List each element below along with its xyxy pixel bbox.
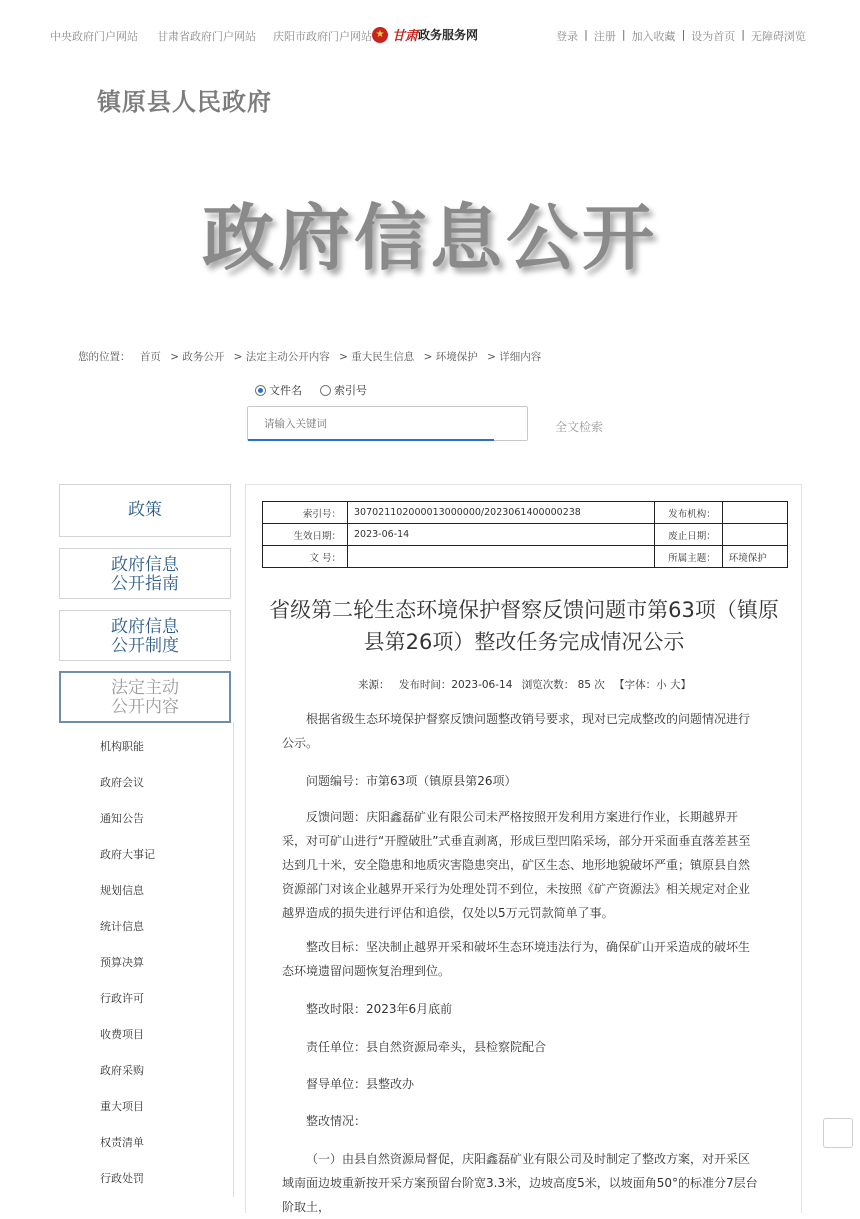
- font-size-control[interactable]: 【字体：小 大】: [614, 679, 691, 691]
- login-link[interactable]: 登录: [556, 30, 579, 43]
- sidebar-box-guide[interactable]: [59, 548, 231, 599]
- index-value: 307021102000013000000/2023061400000238: [348, 502, 655, 524]
- hero-title: 政府信息公开: [201, 196, 658, 280]
- view-count: 浏览次数： 85 次: [521, 679, 605, 691]
- article-paragraph: 整改目标：坚决制止越界开采和破坏生态环境违法行为，确保矿山开采造成的破坏生态环境遗留问题恢复治理到位。: [282, 940, 751, 978]
- article-paragraph: （一）由县自然资源局督促，庆阳鑫磊矿业有限公司及时制定了整改方案，对开采区域南面边坡重新按开采方案预留台阶宽3.3米，边坡高度5米，以坡面角50°的标准分7层台阶取土，: [282, 1152, 758, 1214]
- article-title: 省级第二轮生态环境保护督察反馈问题市第63项（镇原县第26项）整改任务完成情况公示: [269, 598, 779, 654]
- gansu-logo: 甘肃: [392, 29, 419, 44]
- radio-unchecked-icon: [320, 385, 331, 396]
- separator: |: [741, 28, 745, 41]
- breadcrumb-label: 您的位置：: [78, 351, 131, 363]
- sidebar-box-label: 公开制度: [111, 636, 179, 656]
- table-row: [263, 502, 788, 524]
- article-paragraph: 整改情况：: [306, 1114, 367, 1128]
- breadcrumb-livelihood[interactable]: > 重大民生信息: [339, 351, 415, 363]
- link-qingyang-gov[interactable]: 庆阳市政府门户网站: [273, 30, 372, 43]
- fulltext-search-button[interactable]: 全文检索: [555, 420, 604, 434]
- sidebar-box-system[interactable]: [59, 610, 231, 661]
- sidebar-item-powers[interactable]: 权责清单: [100, 1136, 144, 1149]
- sidebar-item-procurement[interactable]: 政府采购: [100, 1064, 144, 1077]
- search-input[interactable]: [262, 417, 516, 431]
- sidebar-item-penalties[interactable]: 行政处罚: [100, 1172, 144, 1185]
- sidebar-item-budget[interactable]: 预算决算: [100, 956, 144, 969]
- topic-label: 所属主题：: [654, 546, 722, 568]
- sidebar-item-fees[interactable]: 收费项目: [100, 1028, 144, 1041]
- breadcrumb-home[interactable]: 首页: [139, 351, 161, 363]
- breadcrumb-gov-affairs[interactable]: > 政务公开: [170, 351, 225, 363]
- article-paragraph: 反馈问题：庆阳鑫磊矿业有限公司未严格按照开发利用方案进行作业，长期越界开采，对可矿山进行“开膛破肚”式垂直剥离，形成巨型凹陷采场，部分开采面垂直落差甚至达到几十米，安全隐患和地质灾害隐患突出，矿区生态、地形地貌破坏严重；镇原县自然资源部门对该企业越界开采行为处理处罚不到位，未按照《矿产资源法》相关规定对企业越界造成的损失进行评估和追偿，仅处以5万元罚款简单了事。: [282, 810, 751, 920]
- sidebar-item-notices[interactable]: 通知公告: [100, 812, 144, 825]
- breadcrumb-environment[interactable]: > 环境保护: [423, 351, 478, 363]
- breadcrumb-detail: > 详细内容: [487, 351, 542, 363]
- sidebar-box-label: 公开指南: [111, 574, 179, 594]
- table-row: [263, 546, 788, 568]
- expire-value: [722, 524, 787, 546]
- sidebar-box-label: 法定主动: [111, 678, 179, 698]
- content-panel: [245, 484, 802, 1213]
- gansu-service-link[interactable]: [372, 25, 478, 44]
- search-options: [255, 382, 367, 398]
- search-box: [247, 406, 528, 441]
- sidebar-item-events[interactable]: 政府大事记: [100, 848, 155, 861]
- radio-filename-label: 文件名: [269, 384, 302, 397]
- sidebar-item-functions[interactable]: 机构职能: [100, 740, 144, 753]
- sidebar-box-policy[interactable]: [59, 484, 231, 537]
- link-gansu-gov[interactable]: 甘肃省政府门户网站: [157, 30, 256, 43]
- meta-table: [262, 501, 788, 568]
- publisher-value: [722, 502, 787, 524]
- separator: |: [681, 28, 686, 41]
- sidebar-item-projects[interactable]: 重大项目: [100, 1100, 144, 1113]
- register-link[interactable]: 注册: [593, 30, 616, 43]
- sidebar-item-licensing[interactable]: 行政许可: [100, 992, 144, 1005]
- set-homepage-link[interactable]: 设为首页: [691, 30, 736, 43]
- radio-filename[interactable]: [255, 382, 302, 398]
- radio-index[interactable]: [320, 382, 367, 398]
- add-favorite-link[interactable]: 加入收藏: [631, 30, 676, 43]
- link-central-gov[interactable]: 中央政府门户网站: [50, 30, 138, 43]
- article-paragraph: 责任单位：县自然资源局牵头，县检察院配合: [306, 1040, 547, 1054]
- county-title: 镇原县人民政府: [97, 88, 272, 116]
- national-emblem-icon: ★: [372, 27, 388, 43]
- docno-label: 文 号：: [263, 546, 348, 568]
- docno-value: [348, 546, 655, 568]
- publish-time: 发布时间：2023-06-14: [398, 679, 513, 691]
- effective-value: 2023-06-14: [348, 524, 655, 546]
- sidebar-item-planning[interactable]: 规划信息: [100, 884, 144, 897]
- separator: |: [621, 28, 626, 41]
- gansu-service-name: 政务服务网: [418, 28, 479, 42]
- sidebar-item-meetings[interactable]: 政府会议: [100, 776, 144, 789]
- effective-label: 生效日期：: [263, 524, 348, 546]
- article-paragraph: 根据省级生态环境保护督察反馈问题整改销号要求，现对已完成整改的问题情况进行公示。: [282, 712, 751, 750]
- top-bar: [0, 0, 860, 70]
- sidebar-list: [59, 722, 234, 1197]
- radio-checked-icon: [255, 385, 266, 396]
- scroll-top-button[interactable]: [823, 1118, 853, 1148]
- index-label: 索引号：: [263, 502, 348, 524]
- search-focus-line: [248, 439, 494, 441]
- source-label: 来源：: [358, 679, 390, 691]
- breadcrumb-statutory[interactable]: > 法定主动公开内容: [233, 351, 330, 363]
- radio-index-label: 索引号: [334, 384, 367, 397]
- sidebar-box-statutory[interactable]: [59, 671, 231, 723]
- breadcrumb: [78, 349, 547, 364]
- article-paragraph: 督导单位：县整改办: [306, 1077, 415, 1091]
- accessibility-link[interactable]: 无障碍浏览: [751, 30, 806, 43]
- sidebar-box-label: 政府信息: [111, 617, 179, 637]
- sidebar-box-label: 政策: [128, 500, 162, 520]
- user-links: [556, 28, 806, 44]
- sidebar-item-statistics[interactable]: 统计信息: [100, 920, 144, 933]
- sidebar-box-label: 公开内容: [111, 697, 179, 717]
- publisher-label: 发布机构：: [654, 502, 722, 524]
- article-meta: [246, 677, 803, 692]
- article-paragraph: 问题编号：市第63项（镇原县第26项）: [306, 774, 517, 788]
- expire-label: 废止日期：: [654, 524, 722, 546]
- table-row: [263, 524, 788, 546]
- sidebar-box-label: 政府信息: [111, 555, 179, 575]
- separator: |: [584, 28, 588, 41]
- topic-value: 环境保护: [722, 546, 787, 568]
- article-paragraph: 整改时限：2023年6月底前: [306, 1002, 453, 1016]
